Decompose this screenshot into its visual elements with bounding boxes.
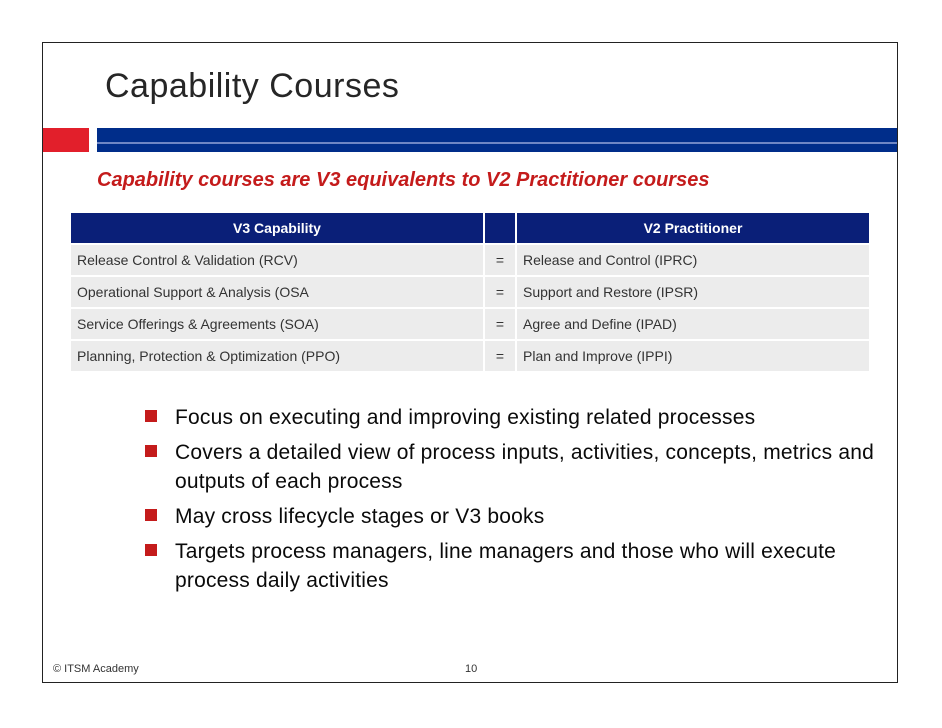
header-v3-capability: V3 Capability [71,213,483,243]
v2-course-cell: Release and Control (IPRC) [517,245,869,275]
bullet-list [143,403,893,601]
v3-course-cell: Service Offerings & Agreements (SOA) [71,309,483,339]
table-row [71,245,869,275]
table-row [71,277,869,307]
square-bullet-icon [145,410,157,422]
v2-course-cell: Agree and Define (IPAD) [517,309,869,339]
v3-course-cell: Operational Support & Analysis (OSA [71,277,483,307]
bullet-item [143,403,893,432]
bullet-text: Targets process managers, line managers and those who will execute process daily activities [175,540,837,592]
v2-course-cell: Plan and Improve (IPPI) [517,341,869,371]
bullet-item [143,502,893,531]
slide-title: Capability Courses [105,67,400,105]
title-accent-line [97,142,897,144]
title-accent-blue-bar [97,128,897,152]
equals-cell: = [485,309,515,339]
bullet-text: May cross lifecycle stages or V3 books [175,505,545,528]
slide [42,42,898,683]
slide-subtitle: Capability courses are V3 equivalents to V2 Practitioner courses [97,169,710,191]
page-number: 10 [465,663,478,675]
table-header-row [71,213,869,243]
square-bullet-icon [145,544,157,556]
v2-course-cell: Support and Restore (IPSR) [517,277,869,307]
v3-course-cell: Release Control & Validation (RCV) [71,245,483,275]
equals-cell: = [485,341,515,371]
footer-copyright: © ITSM Academy [53,663,139,675]
table-row [71,341,869,371]
table-row [71,309,869,339]
bullet-item [143,537,893,595]
bullet-text: Focus on executing and improving existing related processes [175,406,756,429]
course-comparison-table [69,211,871,373]
header-v2-practitioner: V2 Practitioner [517,213,869,243]
square-bullet-icon [145,509,157,521]
equals-cell: = [485,245,515,275]
equals-cell: = [485,277,515,307]
title-accent-red-bar [43,128,89,152]
bullet-text: Covers a detailed view of process inputs, activities, concepts, metrics and outputs of each process [175,441,874,493]
square-bullet-icon [145,445,157,457]
header-equals [485,213,515,243]
v3-course-cell: Planning, Protection & Optimization (PPO) [71,341,483,371]
bullet-item [143,438,893,496]
